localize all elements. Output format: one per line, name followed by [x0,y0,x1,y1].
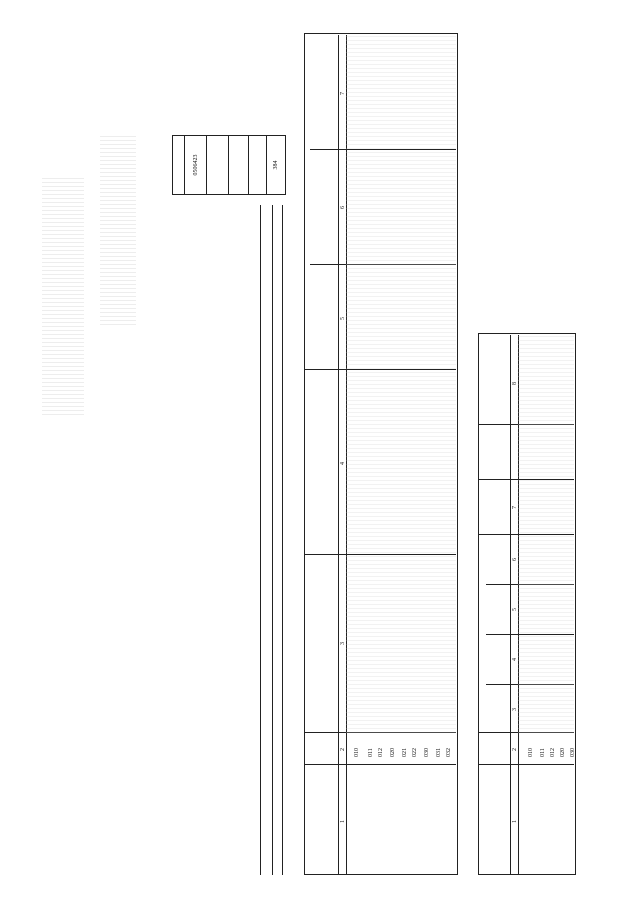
t1-code-021: 021 [402,748,408,757]
t1-code-011: 011 [368,748,374,757]
t1-code-010: 010 [354,748,360,757]
t2-col-2: 2 [512,748,518,751]
t1-code-032: 032 [446,748,452,757]
t2-code-020: 020 [560,748,566,757]
form-code: 0506423 [185,136,207,194]
t1-code-012: 012 [378,748,384,757]
t2-col-8: 8 [512,382,518,385]
appendix-lines [100,135,136,325]
t2-col-5: 5 [512,608,518,611]
t2-col-3: 3 [512,708,518,711]
okpo-code [229,136,249,194]
t2-col-6: 6 [512,558,518,561]
codes-box [172,135,286,195]
t1-code-031: 031 [436,748,442,757]
t2-code-030: 030 [570,748,576,757]
stamp-lines [42,175,84,415]
t1-col-3: 3 [340,642,346,645]
t2-code-012: 012 [550,748,556,757]
table-2-rows [518,335,574,733]
t1-col-4: 4 [340,462,346,465]
info-line-3 [282,205,283,875]
date-code [207,136,229,194]
t1-code-022: 022 [412,748,418,757]
t2-col-7: 7 [512,506,518,509]
t1-col-5: 5 [340,317,346,320]
t1-col-2: 2 [340,748,346,751]
okei-code: 384 [273,160,279,170]
t2-col-1: 1 [512,820,518,823]
glava-code [249,136,267,194]
info-line-1 [260,205,261,875]
t1-code-020: 020 [390,748,396,757]
t2-code-011: 011 [540,748,546,757]
t2-col-4: 4 [512,658,518,661]
t2-code-010: 010 [528,748,534,757]
codes-header [173,136,185,194]
table-1-rows [346,35,456,733]
t1-col-1: 1 [340,820,346,823]
info-line-2 [272,205,273,875]
t1-code-030: 030 [424,748,430,757]
rotated-form [20,25,620,885]
t1-col-6: 6 [340,206,346,209]
t1-col-7: 7 [340,92,346,95]
